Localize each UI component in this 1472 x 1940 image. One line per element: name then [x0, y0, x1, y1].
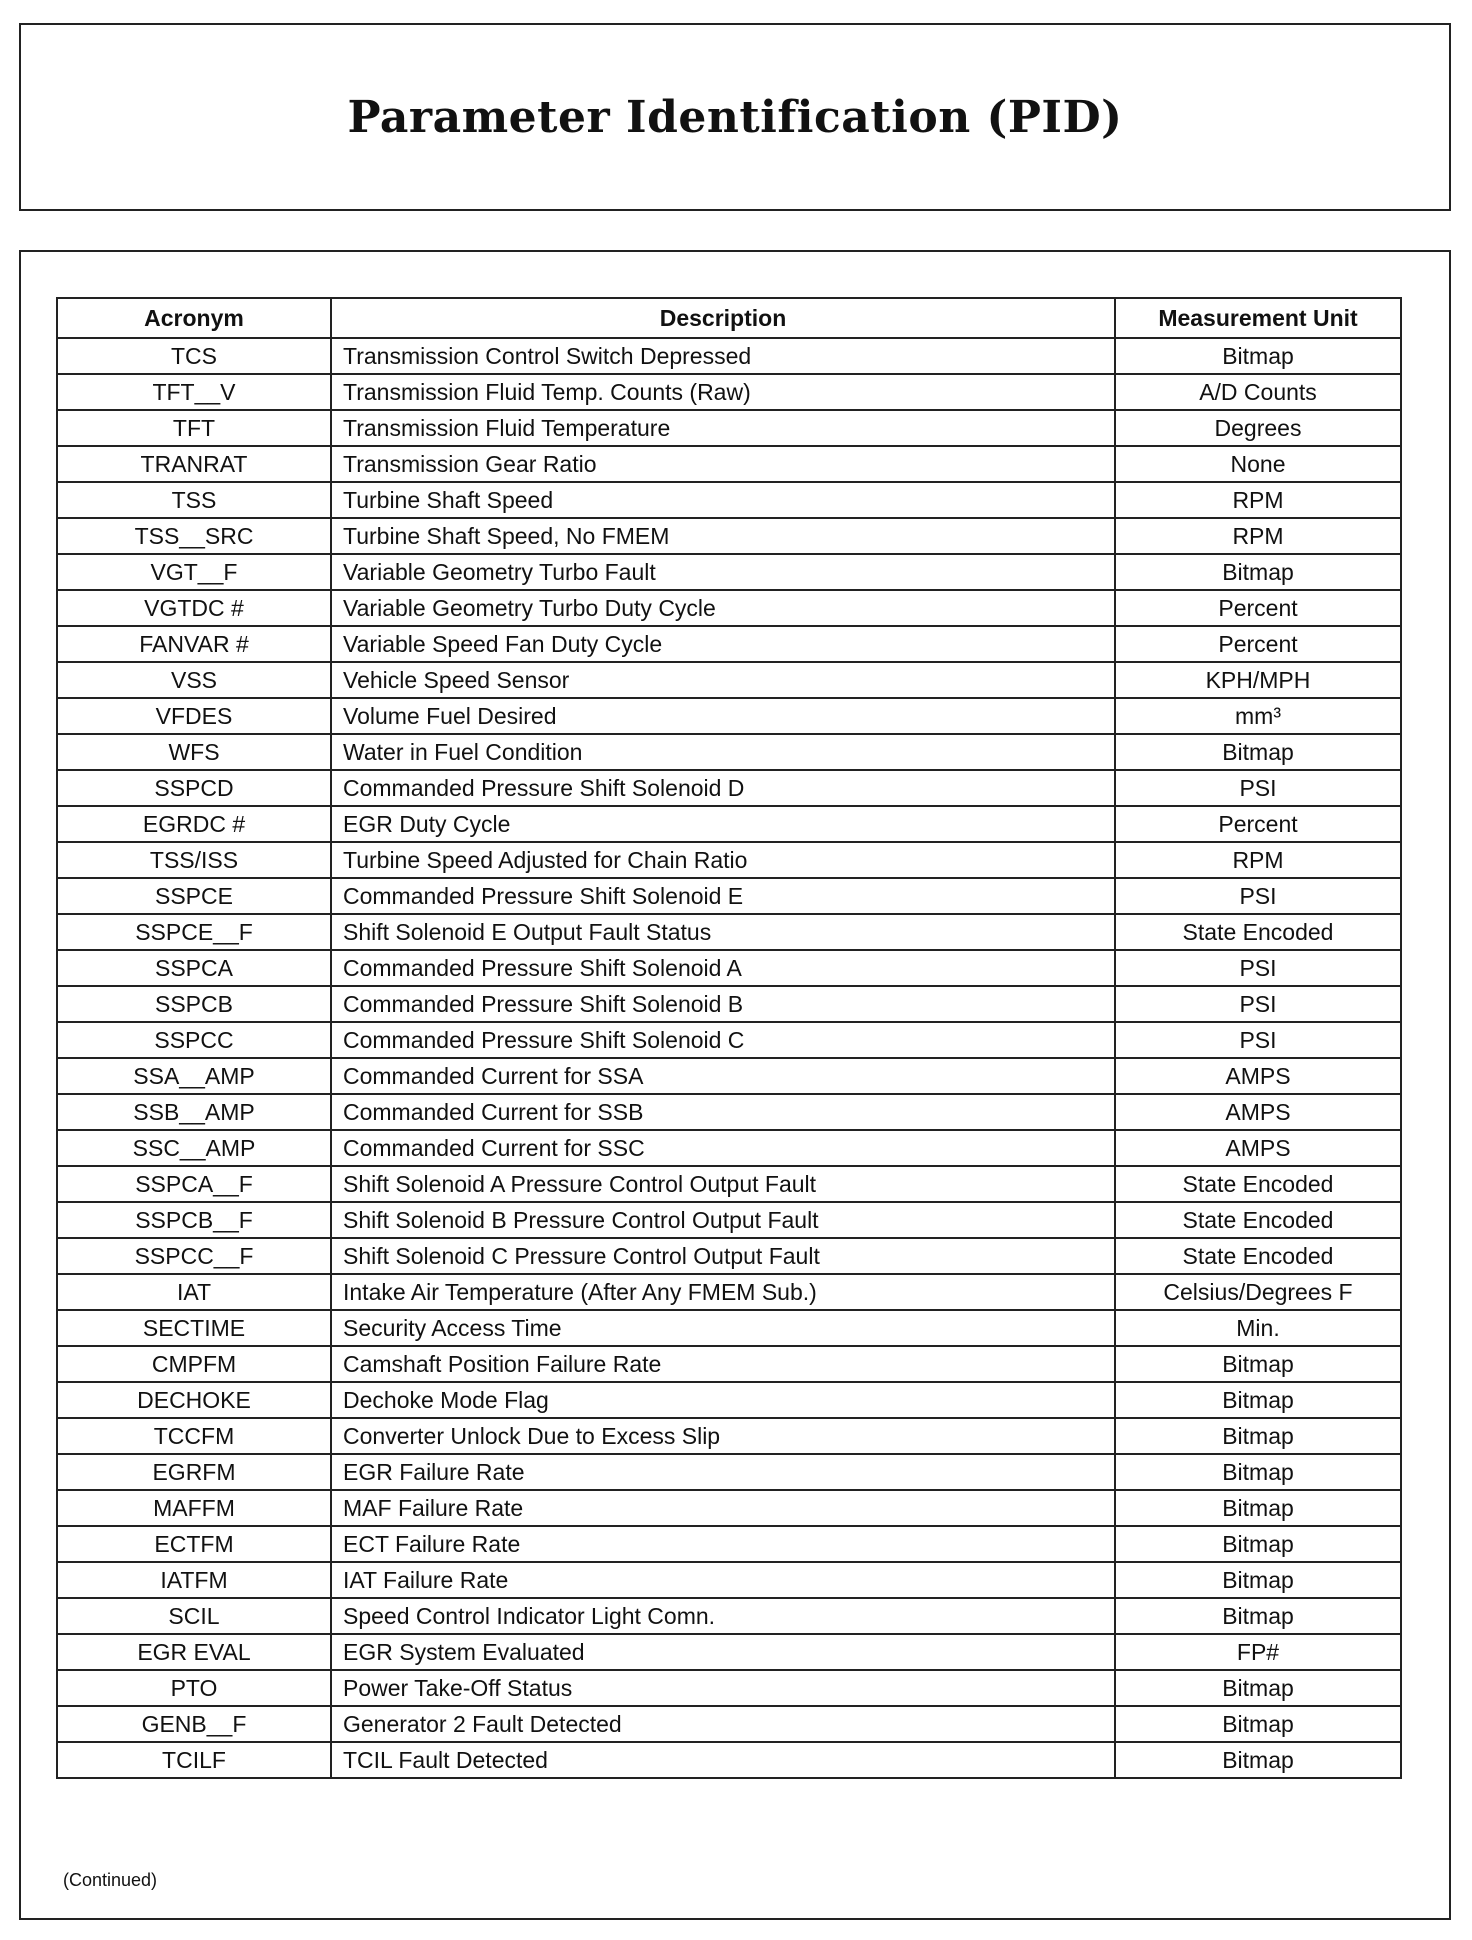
content-box — [19, 250, 1451, 1920]
cell-unit: PSI — [1115, 770, 1401, 806]
table-row — [57, 446, 1401, 482]
cell-acronym: TCILF — [57, 1742, 331, 1778]
cell-unit: FP# — [1115, 1634, 1401, 1670]
table-row — [57, 1634, 1401, 1670]
table-body — [57, 338, 1401, 1778]
cell-description: Commanded Current for SSB — [331, 1094, 1115, 1130]
cell-unit: RPM — [1115, 842, 1401, 878]
table-row — [57, 1490, 1401, 1526]
cell-acronym: WFS — [57, 734, 331, 770]
cell-description: Security Access Time — [331, 1310, 1115, 1346]
cell-acronym: SECTIME — [57, 1310, 331, 1346]
cell-acronym: SSA__AMP — [57, 1058, 331, 1094]
cell-acronym: FANVAR # — [57, 626, 331, 662]
cell-unit: Bitmap — [1115, 338, 1401, 374]
cell-acronym: SSPCA__F — [57, 1166, 331, 1202]
cell-acronym: TRANRAT — [57, 446, 331, 482]
cell-description: Transmission Fluid Temperature — [331, 410, 1115, 446]
cell-unit: RPM — [1115, 482, 1401, 518]
cell-description: EGR System Evaluated — [331, 1634, 1115, 1670]
cell-unit: State Encoded — [1115, 1202, 1401, 1238]
cell-acronym: SCIL — [57, 1598, 331, 1634]
pid-table — [56, 297, 1402, 1779]
cell-acronym: PTO — [57, 1670, 331, 1706]
table-row — [57, 1598, 1401, 1634]
cell-description: Transmission Fluid Temp. Counts (Raw) — [331, 374, 1115, 410]
table-row — [57, 554, 1401, 590]
cell-unit: AMPS — [1115, 1058, 1401, 1094]
cell-unit: AMPS — [1115, 1130, 1401, 1166]
cell-acronym: VSS — [57, 662, 331, 698]
cell-description: TCIL Fault Detected — [331, 1742, 1115, 1778]
cell-unit: AMPS — [1115, 1094, 1401, 1130]
cell-acronym: SSPCC — [57, 1022, 331, 1058]
table-row — [57, 950, 1401, 986]
cell-acronym: SSPCB — [57, 986, 331, 1022]
cell-acronym: DECHOKE — [57, 1382, 331, 1418]
cell-unit: Min. — [1115, 1310, 1401, 1346]
table-row — [57, 698, 1401, 734]
table-row — [57, 1130, 1401, 1166]
cell-acronym: GENB__F — [57, 1706, 331, 1742]
cell-acronym: EGRFM — [57, 1454, 331, 1490]
cell-unit: PSI — [1115, 950, 1401, 986]
cell-unit: Bitmap — [1115, 1418, 1401, 1454]
page-title: Parameter Identification (PID) — [347, 91, 1123, 143]
cell-acronym: SSPCE__F — [57, 914, 331, 950]
cell-description: Shift Solenoid E Output Fault Status — [331, 914, 1115, 950]
cell-description: Variable Geometry Turbo Fault — [331, 554, 1115, 590]
cell-acronym: EGRDC # — [57, 806, 331, 842]
cell-acronym: TSS__SRC — [57, 518, 331, 554]
cell-unit: mm³ — [1115, 698, 1401, 734]
cell-acronym: SSPCC__F — [57, 1238, 331, 1274]
table-row — [57, 338, 1401, 374]
cell-description: Vehicle Speed Sensor — [331, 662, 1115, 698]
cell-acronym: CMPFM — [57, 1346, 331, 1382]
table-header-row — [57, 298, 1401, 338]
cell-description: Dechoke Mode Flag — [331, 1382, 1115, 1418]
cell-unit: Bitmap — [1115, 1598, 1401, 1634]
cell-unit: Percent — [1115, 590, 1401, 626]
table-row — [57, 1238, 1401, 1274]
table-row — [57, 626, 1401, 662]
table-row — [57, 878, 1401, 914]
cell-unit: Bitmap — [1115, 1454, 1401, 1490]
table-row — [57, 662, 1401, 698]
cell-description: Generator 2 Fault Detected — [331, 1706, 1115, 1742]
cell-unit: None — [1115, 446, 1401, 482]
cell-acronym: IATFM — [57, 1562, 331, 1598]
cell-description: Variable Geometry Turbo Duty Cycle — [331, 590, 1115, 626]
cell-acronym: SSC__AMP — [57, 1130, 331, 1166]
table-row — [57, 1454, 1401, 1490]
cell-unit: Celsius/Degrees F — [1115, 1274, 1401, 1310]
table-row — [57, 482, 1401, 518]
cell-acronym: TSS — [57, 482, 331, 518]
table-row — [57, 734, 1401, 770]
cell-unit: Bitmap — [1115, 1562, 1401, 1598]
cell-description: EGR Failure Rate — [331, 1454, 1115, 1490]
cell-description: Commanded Current for SSC — [331, 1130, 1115, 1166]
cell-acronym: TFT — [57, 410, 331, 446]
table-row — [57, 1382, 1401, 1418]
cell-unit: Bitmap — [1115, 1382, 1401, 1418]
cell-acronym: ECTFM — [57, 1526, 331, 1562]
cell-description: Power Take-Off Status — [331, 1670, 1115, 1706]
cell-description: Converter Unlock Due to Excess Slip — [331, 1418, 1115, 1454]
header-description: Description — [331, 298, 1115, 338]
cell-description: Commanded Pressure Shift Solenoid D — [331, 770, 1115, 806]
cell-description: Turbine Shaft Speed, No FMEM — [331, 518, 1115, 554]
cell-acronym: EGR EVAL — [57, 1634, 331, 1670]
cell-unit: Bitmap — [1115, 1706, 1401, 1742]
cell-unit: Percent — [1115, 626, 1401, 662]
header-measurement-unit: Measurement Unit — [1115, 298, 1401, 338]
cell-description: Camshaft Position Failure Rate — [331, 1346, 1115, 1382]
cell-description: Intake Air Temperature (After Any FMEM Sub.) — [331, 1274, 1115, 1310]
cell-description: Turbine Speed Adjusted for Chain Ratio — [331, 842, 1115, 878]
cell-unit: Bitmap — [1115, 554, 1401, 590]
table-row — [57, 806, 1401, 842]
continued-note: (Continued) — [63, 1870, 158, 1890]
cell-unit: A/D Counts — [1115, 374, 1401, 410]
cell-description: Turbine Shaft Speed — [331, 482, 1115, 518]
cell-description: Transmission Control Switch Depressed — [331, 338, 1115, 374]
table-row — [57, 1022, 1401, 1058]
table-row — [57, 1526, 1401, 1562]
cell-description: EGR Duty Cycle — [331, 806, 1115, 842]
cell-acronym: VFDES — [57, 698, 331, 734]
cell-description: IAT Failure Rate — [331, 1562, 1115, 1598]
cell-acronym: SSPCA — [57, 950, 331, 986]
cell-description: Volume Fuel Desired — [331, 698, 1115, 734]
cell-description: Shift Solenoid C Pressure Control Output Fault — [331, 1238, 1115, 1274]
table-row — [57, 1670, 1401, 1706]
cell-unit: KPH/MPH — [1115, 662, 1401, 698]
cell-description: Commanded Current for SSA — [331, 1058, 1115, 1094]
cell-description: Commanded Pressure Shift Solenoid B — [331, 986, 1115, 1022]
cell-description: ECT Failure Rate — [331, 1526, 1115, 1562]
cell-description: Water in Fuel Condition — [331, 734, 1115, 770]
cell-acronym: SSPCD — [57, 770, 331, 806]
table-row — [57, 1742, 1401, 1778]
table-row — [57, 1706, 1401, 1742]
cell-description: Transmission Gear Ratio — [331, 446, 1115, 482]
cell-description: Commanded Pressure Shift Solenoid E — [331, 878, 1115, 914]
cell-unit: Bitmap — [1115, 1742, 1401, 1778]
table-row — [57, 1274, 1401, 1310]
cell-unit: PSI — [1115, 1022, 1401, 1058]
cell-acronym: SSB__AMP — [57, 1094, 331, 1130]
cell-acronym: SSPCB__F — [57, 1202, 331, 1238]
cell-description: Commanded Pressure Shift Solenoid C — [331, 1022, 1115, 1058]
table-row — [57, 842, 1401, 878]
cell-unit: Bitmap — [1115, 1490, 1401, 1526]
cell-description: Speed Control Indicator Light Comn. — [331, 1598, 1115, 1634]
cell-acronym: MAFFM — [57, 1490, 331, 1526]
header-acronym: Acronym — [57, 298, 331, 338]
cell-description: MAF Failure Rate — [331, 1490, 1115, 1526]
cell-unit: Bitmap — [1115, 1670, 1401, 1706]
cell-unit: Percent — [1115, 806, 1401, 842]
cell-unit: Bitmap — [1115, 1526, 1401, 1562]
cell-description: Commanded Pressure Shift Solenoid A — [331, 950, 1115, 986]
table-row — [57, 1418, 1401, 1454]
cell-unit: State Encoded — [1115, 1238, 1401, 1274]
table-row — [57, 518, 1401, 554]
table-row — [57, 1058, 1401, 1094]
cell-unit: RPM — [1115, 518, 1401, 554]
cell-acronym: TFT__V — [57, 374, 331, 410]
cell-acronym: TCCFM — [57, 1418, 331, 1454]
cell-description: Variable Speed Fan Duty Cycle — [331, 626, 1115, 662]
cell-description: Shift Solenoid B Pressure Control Output Fault — [331, 1202, 1115, 1238]
cell-unit: State Encoded — [1115, 1166, 1401, 1202]
table-row — [57, 1094, 1401, 1130]
cell-unit: Bitmap — [1115, 1346, 1401, 1382]
table-row — [57, 1562, 1401, 1598]
table-row — [57, 1310, 1401, 1346]
table-row — [57, 410, 1401, 446]
cell-acronym: VGTDC # — [57, 590, 331, 626]
cell-acronym: VGT__F — [57, 554, 331, 590]
cell-acronym: SSPCE — [57, 878, 331, 914]
cell-unit: PSI — [1115, 986, 1401, 1022]
cell-unit: PSI — [1115, 878, 1401, 914]
cell-acronym: IAT — [57, 1274, 331, 1310]
table-row — [57, 1346, 1401, 1382]
title-box — [19, 23, 1451, 211]
table-row — [57, 914, 1401, 950]
cell-description: Shift Solenoid A Pressure Control Output Fault — [331, 1166, 1115, 1202]
table-row — [57, 1166, 1401, 1202]
cell-unit: State Encoded — [1115, 914, 1401, 950]
table-row — [57, 374, 1401, 410]
table-row — [57, 986, 1401, 1022]
table-row — [57, 590, 1401, 626]
table-row — [57, 1202, 1401, 1238]
cell-acronym: TCS — [57, 338, 331, 374]
cell-unit: Bitmap — [1115, 734, 1401, 770]
table-row — [57, 770, 1401, 806]
cell-acronym: TSS/ISS — [57, 842, 331, 878]
cell-unit: Degrees — [1115, 410, 1401, 446]
